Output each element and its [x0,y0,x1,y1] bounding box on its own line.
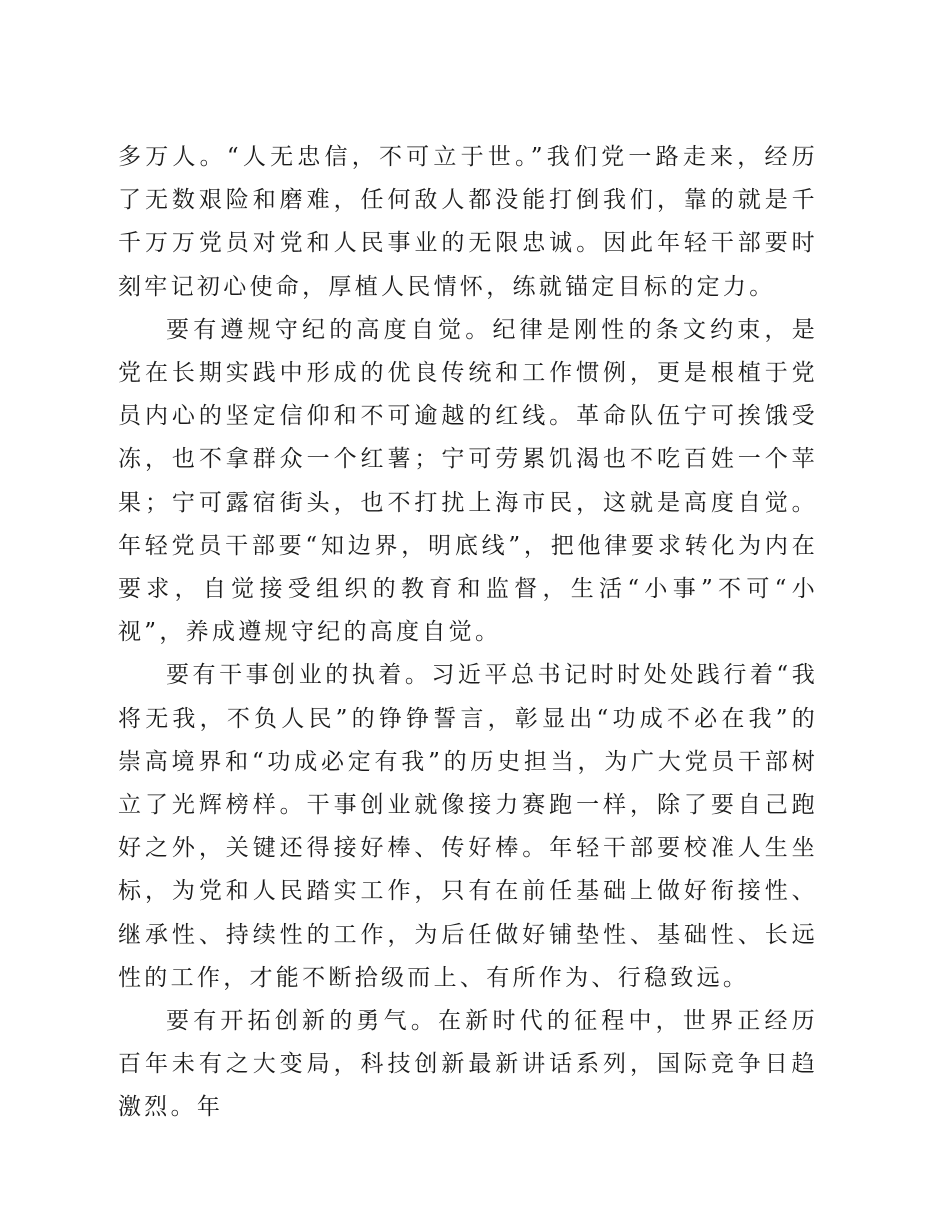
paragraph-perseverance: 要有干事创业的执着。习近平总书记时时处处践行着“我将无我，不负人民”的铮铮誓言，彰显出“功成不必在我”的崇高境界和“功成必定有我”的历史担当，为广大党员干部树立了光辉榜样。干事创业就像接力赛跑一样，除了要自己跑好之外，关键还得接好棒、传好棒。年轻干部要校准人生坐标，为党和人民踏实工作，只有在前任基础上做好衔接性、继承性、持续性的工作，为后任做好铺垫性、基础性、长远性的工作，才能不断拾级而上、有所作为、行稳致远。 [118,662,818,991]
paragraph-loyalty-conclusion: 多万人。“人无忠信，不可立于世。”我们党一路走来，经历了无数艰险和磨难，任何敌人都没能打倒我们，靠的就是千千万万党员对党和人民事业的无限忠诚。因此年轻干部要时刻牢记初心使命，厚植人民情怀，练就锚定目标的定力。 [118,144,818,300]
paragraph-discipline: 要有遵规守纪的高度自觉。纪律是刚性的条文约束，是党在长期实践中形成的优良传统和工作惯例，更是根植于党员内心的坚定信仰和不可逾越的红线。革命队伍宁可挨饿受冻，也不拿群众一个红薯；宁可劳累饥渴也不吃百姓一个苹果；宁可露宿街头，也不打扰上海市民，这就是高度自觉。年轻党员干部要“知边界，明底线”，把他律要求转化为内在要求，自觉接受组织的教育和监督，生活“小事”不可“小视”，养成遵规守纪的高度自觉。 [118,316,818,646]
paragraph-innovation: 要有开拓创新的勇气。在新时代的征程中，世界正经历百年未有之大变局，科技创新最新讲话系列，国际竞争日趋激烈。年 [118,1008,818,1121]
